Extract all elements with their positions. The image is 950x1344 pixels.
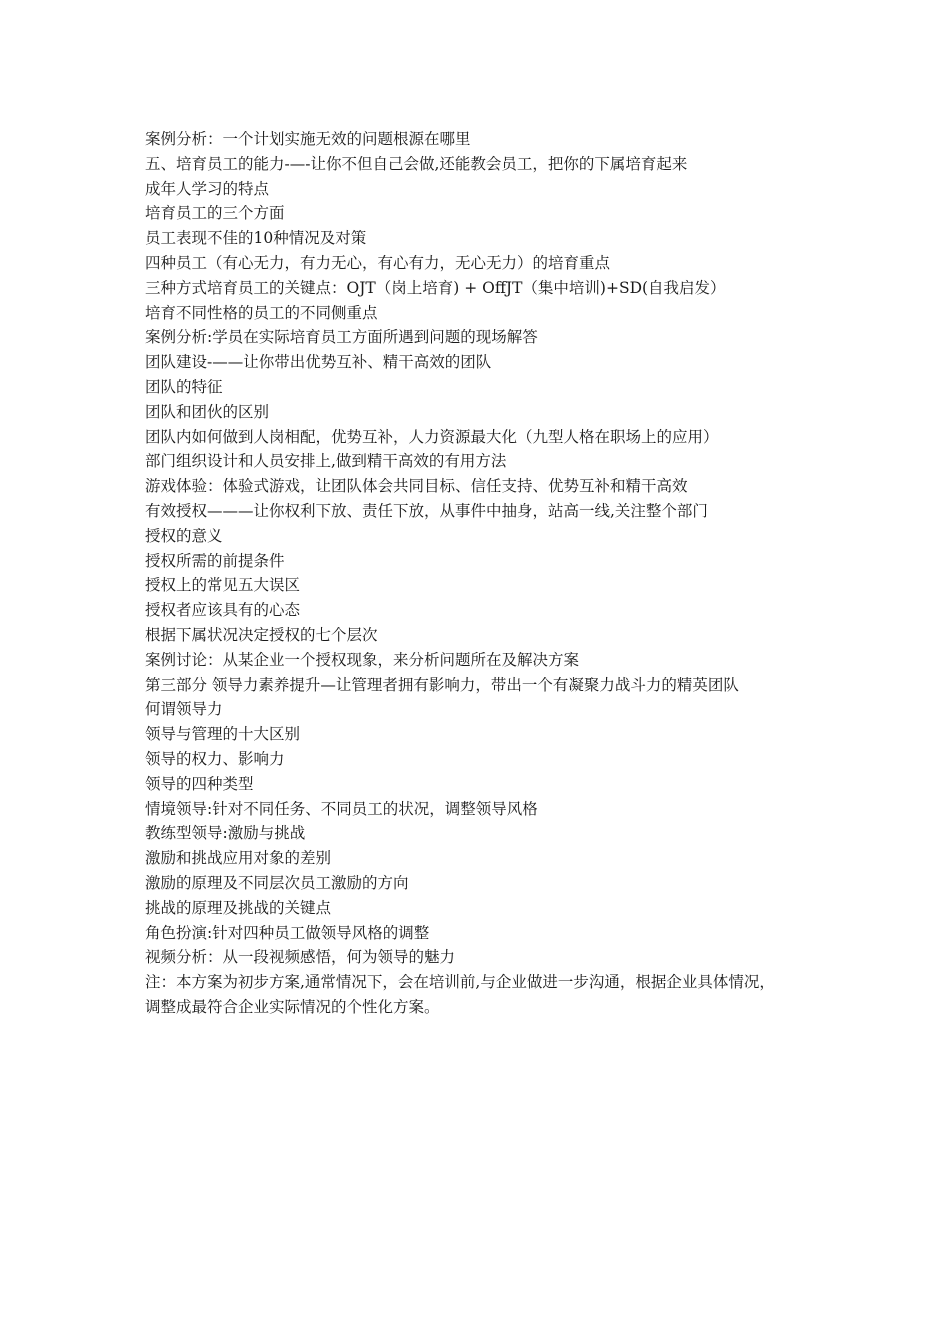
text-line: 部门组织设计和人员安排上,做到精干高效的有用方法 xyxy=(145,452,507,471)
text-line: 根据下属状况决定授权的七个层次 xyxy=(145,625,378,644)
text-line: 团队和团伙的区别 xyxy=(145,402,270,421)
text-line: 教练型领导:激励与挑战 xyxy=(145,824,306,843)
text-line: 挑战的原理及挑战的关键点 xyxy=(145,898,332,917)
text-line: 激励的原理及不同层次员工激励的方向 xyxy=(145,873,409,892)
text-line: 团队内如何做到人岗相配，优势互补，人力资源最大化（九型人格在职场上的应用） xyxy=(145,427,719,446)
text-line: 角色扮演:针对四种员工做领导风格的调整 xyxy=(145,923,430,942)
text-line: 员工表现不佳的10种情况及对策 xyxy=(145,229,367,248)
text-line: 有效授权———让你权利下放、责任下放，从事件中抽身，站高一线,关注整个部门 xyxy=(145,501,708,520)
text-line: 情境领导:针对不同任务、不同员工的状况，调整领导风格 xyxy=(145,799,538,818)
text-line: 团队建设-——让你带出优势互补、精干高效的团队 xyxy=(145,353,492,372)
text-line: 四种员工（有心无力，有力无心，有心有力，无心无力）的培育重点 xyxy=(145,253,611,272)
text-line: 游戏体验：体验式游戏，让团队体会共同目标、信任支持、优势互补和精干高效 xyxy=(145,477,688,496)
text-line: 案例讨论：从某企业一个授权现象，来分析问题所在及解决方案 xyxy=(145,650,580,669)
document-body xyxy=(145,127,835,1020)
text-line: 领导的权力、影响力 xyxy=(145,749,285,768)
text-line: 第三部分 领导力素养提升—让管理者拥有影响力，带出一个有凝聚力战斗力的精英团队 xyxy=(145,675,739,694)
text-line: 培育员工的三个方面 xyxy=(145,204,285,223)
text-line: 领导与管理的十大区别 xyxy=(145,725,301,744)
text-line: 领导的四种类型 xyxy=(145,774,254,793)
text-line: 授权所需的前提条件 xyxy=(145,551,285,570)
text-line: 授权的意义 xyxy=(145,526,223,545)
text-line: 三种方式培育员工的关键点：OJT（岗上培育) + OffJT（集中培训)+SD(自我启发） xyxy=(145,278,726,297)
text-line: 案例分析:学员在实际培育员工方面所遇到问题的现场解答 xyxy=(145,328,538,347)
text-line: 授权者应该具有的心态 xyxy=(145,601,301,620)
text-line: 培育不同性格的员工的不同侧重点 xyxy=(145,303,378,322)
text-line: 五、培育员工的能力-—-让你不但自己会做,还能教会员工，把你的下属培育起来 xyxy=(145,154,688,173)
text-line: 视频分析：从一段视频感悟，何为领导的魅力 xyxy=(145,948,456,967)
text-line: 调整成最符合企业实际情况的个性化方案。 xyxy=(145,997,440,1016)
text-line: 激励和挑战应用对象的差别 xyxy=(145,849,332,868)
text-line: 成年人学习的特点 xyxy=(145,179,270,198)
text-line: 案例分析：一个计划实施无效的问题根源在哪里 xyxy=(145,130,471,148)
text-line: 团队的特征 xyxy=(145,377,223,396)
text-line: 何谓领导力 xyxy=(145,700,223,719)
text-line: 注：本方案为初步方案,通常情况下，会在培训前,与企业做进一步沟通，根据企业具体情况， xyxy=(145,973,775,992)
text-line: 授权上的常见五大误区 xyxy=(145,576,301,595)
